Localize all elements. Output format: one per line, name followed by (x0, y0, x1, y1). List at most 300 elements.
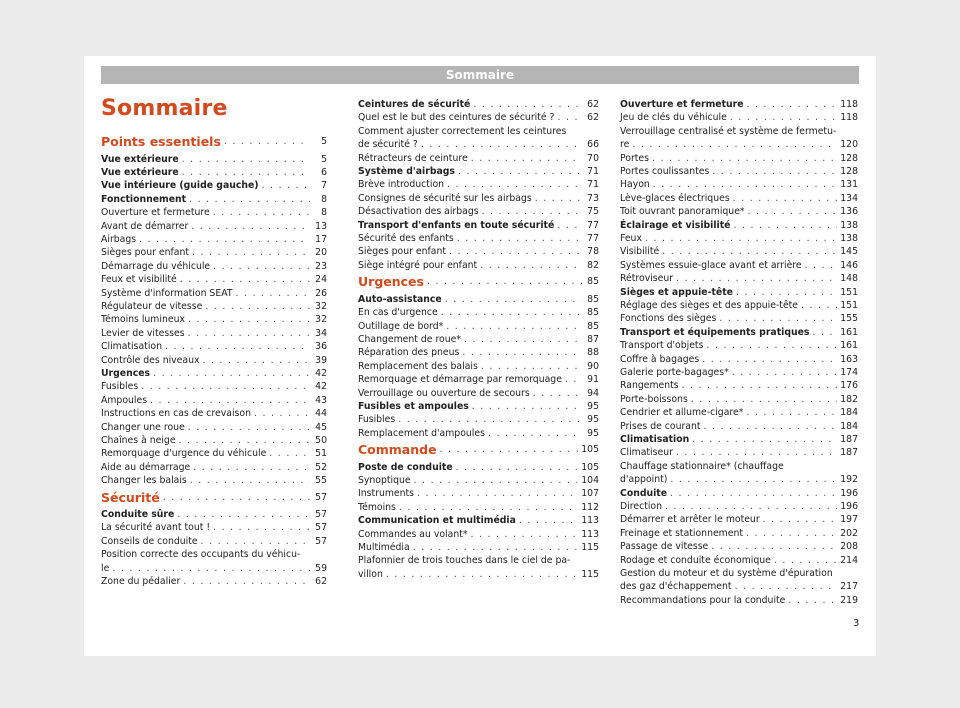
toc-entry[interactable] (101, 535, 327, 548)
toc-entry-title: Rétracteurs de ceinture (358, 152, 468, 164)
toc-entry[interactable] (101, 367, 327, 380)
toc-entry-title: Systèmes essuie-glace avant et arrière (620, 259, 802, 271)
toc-entry-page: 161 (840, 340, 858, 352)
toc-leader-dots (665, 500, 837, 513)
toc-entry[interactable] (620, 527, 858, 540)
toc-entry[interactable] (358, 259, 599, 272)
toc-entry-title: Prises de courant (620, 420, 701, 432)
toc-entry[interactable] (101, 461, 327, 474)
toc-entry-page: 107 (581, 488, 599, 500)
toc-entry-title: Communication et multimédia (358, 515, 516, 527)
toc-entry-title: Verrouillage ou ouverture de secours (358, 387, 530, 399)
toc-entry-title: villon (358, 568, 383, 580)
toc-leader-dots (682, 379, 838, 392)
toc-entry-page: 34 (315, 327, 327, 339)
toc-leader-dots (471, 528, 579, 541)
toc-entry[interactable] (358, 306, 599, 319)
toc-entry-page: 105 (581, 444, 599, 456)
toc-entry-title: Jeu de clés du véhicule (620, 112, 727, 124)
toc-entry[interactable] (620, 433, 858, 446)
toc-entry-page: 145 (840, 246, 858, 258)
toc-entry[interactable] (358, 568, 599, 581)
toc-entry-title: Cendrier et allume-cigare* (620, 407, 744, 419)
toc-entry[interactable] (620, 152, 858, 165)
toc-entry-page: 77 (587, 233, 599, 244)
toc-leader-dots (565, 373, 582, 386)
toc-leader-dots (706, 339, 837, 352)
toc-leader-dots (535, 192, 582, 205)
toc-entry[interactable] (620, 393, 858, 406)
toc-entry-page: 87 (587, 333, 599, 345)
toc-entry-page: 8 (321, 207, 327, 219)
toc-entry-page: 94 (587, 387, 599, 399)
toc-entry-page: 174 (840, 367, 858, 378)
toc-entry-page: 57 (315, 535, 327, 547)
toc-entry-title: Commande (358, 442, 437, 458)
toc-entry-page: 214 (840, 554, 858, 566)
toc-entry-page: 78 (587, 246, 599, 258)
toc-entry[interactable] (101, 313, 327, 326)
toc-entry-title: Toit ouvrant panoramique* (620, 206, 745, 218)
toc-entry-title: Désactivation des airbags (358, 206, 479, 218)
toc-entry[interactable] (620, 554, 858, 567)
toc-entry-title: Démarrage du véhicule (101, 260, 211, 272)
toc-leader-dots (139, 233, 310, 246)
toc-entry-title: Ouverture et fermeture (101, 207, 210, 219)
toc-entry-title: Remplacement d'ampoules (358, 427, 485, 439)
toc-entry[interactable] (620, 138, 858, 151)
toc-entry-title: Réglage des sièges et des appuie-tête (620, 300, 799, 311)
toc-entry-page: 161 (840, 326, 858, 338)
toc-entry[interactable] (620, 286, 858, 299)
toc-entry-title: Multimédia (358, 542, 410, 553)
toc-entry[interactable] (101, 340, 327, 353)
toc-entry-continued: Position correcte des occupants du véhicu- (101, 549, 301, 561)
toc-entry[interactable] (101, 327, 327, 340)
toc-entry[interactable] (620, 299, 858, 312)
toc-entry[interactable] (620, 339, 858, 352)
toc-section-heading[interactable] (358, 443, 599, 456)
toc-leader-dots (193, 461, 310, 474)
toc-entry[interactable] (620, 98, 858, 111)
toc-entry[interactable] (101, 246, 327, 259)
toc-entry-title: Avant de démarrer (101, 220, 189, 232)
toc-entry[interactable] (101, 273, 327, 286)
toc-entry-page: 70 (587, 152, 599, 164)
toc-entry-title: Brève introduction (358, 179, 445, 191)
toc-entry-page: 184 (840, 407, 858, 419)
toc-entry-page: 43 (315, 394, 327, 406)
toc-entry-page: 91 (587, 374, 599, 386)
toc-entry[interactable] (620, 540, 858, 553)
toc-entry-page: 55 (315, 475, 327, 487)
toc-entry-title: Rétroviseur (620, 273, 674, 285)
toc-entry-title: des gaz d'échappement (620, 581, 732, 593)
toc-entry-title: Changer les balais (101, 475, 187, 487)
toc-entry[interactable] (101, 380, 327, 393)
toc-entry-continued: Gestion du moteur et du système d'épuration (620, 568, 833, 579)
toc-entry-title: Hayon (620, 179, 650, 191)
toc-entry-page: 26 (315, 287, 327, 299)
toc-entry-page: 151 (840, 300, 858, 311)
toc-entry-title: Vue extérieure (101, 166, 179, 178)
toc-leader-dots (456, 461, 579, 474)
toc-entry-page: 6 (321, 166, 327, 178)
toc-entry-title: Levier de vitesses (101, 327, 185, 339)
toc-entry-title: Ouverture et fermeture (620, 99, 744, 110)
toc-entry[interactable] (358, 98, 599, 111)
toc-entry-title: Ceintures de sécurité (358, 99, 471, 110)
toc-entry-page: 85 (587, 307, 599, 319)
toc-leader-dots (488, 427, 582, 440)
toc-entry-page: 7 (321, 180, 327, 192)
toc-leader-dots (704, 420, 838, 433)
toc-leader-dots (676, 446, 837, 459)
toc-entry[interactable] (358, 165, 599, 178)
toc-leader-dots (165, 340, 310, 353)
toc-entry-title: Climatisation (620, 434, 690, 445)
toc-entry-page: 196 (840, 487, 858, 499)
toc-entry-title: Fusibles et ampoules (358, 400, 469, 412)
toc-entry-title: Commandes au volant* (358, 528, 468, 540)
toc-entry[interactable] (620, 272, 858, 285)
toc-entry-page: 77 (587, 219, 599, 231)
toc-leader-dots (141, 380, 310, 393)
toc-entry[interactable] (358, 373, 599, 386)
toc-leader-dots (733, 192, 838, 205)
toc-entry[interactable] (358, 333, 599, 346)
toc-entry-page: 105 (581, 461, 599, 473)
toc-entry[interactable] (101, 434, 327, 447)
toc-entry-title: Ampoules (101, 394, 148, 406)
toc-entry[interactable] (358, 400, 599, 413)
toc-entry[interactable] (101, 220, 327, 233)
toc-leader-dots (236, 287, 310, 300)
toc-entry[interactable] (101, 260, 327, 273)
toc-entry[interactable] (358, 387, 599, 400)
toc-leader-dots (188, 421, 310, 434)
toc-entry-title: Instruments (358, 488, 414, 500)
toc-entry[interactable] (358, 232, 599, 245)
toc-entry[interactable] (101, 521, 327, 534)
toc-entry-page: 88 (587, 347, 599, 359)
toc-entry-title: Sièges et appuie-tête (620, 286, 733, 298)
toc-leader-dots (558, 111, 583, 124)
toc-entry-page: 112 (581, 501, 599, 513)
toc-entry-page: 51 (315, 448, 327, 460)
toc-entry-page: 128 (840, 166, 858, 177)
toc-entry-page: 5 (321, 136, 327, 147)
toc-entry[interactable] (358, 474, 599, 487)
toc-entry-title: Réparation des pneus (358, 347, 460, 359)
toc-entry-title: Quel est le but des ceintures de sécurité ? (358, 112, 555, 124)
toc-entry-title: Remplacement des balais (358, 360, 478, 372)
toc-entry-title: Chaînes à neige (101, 434, 176, 446)
toc-entry-title: Système d'information SEAT (101, 287, 233, 299)
toc-leader-dots (473, 98, 582, 111)
toc-entry[interactable] (358, 245, 599, 258)
toc-entry-page: 32 (315, 300, 327, 312)
page-title: Sommaire (101, 96, 228, 121)
toc-leader-dots (205, 300, 310, 313)
toc-entry-title: Aide au démarrage (101, 461, 191, 473)
toc-entry-title: Remorquage d'urgence du véhicule (101, 448, 267, 460)
toc-entry-page: 85 (587, 276, 599, 288)
toc-entry[interactable] (358, 346, 599, 359)
toc-entry-page: 50 (315, 434, 327, 446)
toc-entry-page: 115 (581, 568, 599, 580)
toc-entry-title: Points essentiels (101, 134, 221, 149)
toc-leader-dots (472, 400, 582, 413)
toc-entry[interactable] (358, 541, 599, 554)
toc-entry-title: Poste de conduite (358, 461, 453, 473)
toc-leader-dots (652, 152, 837, 165)
toc-entry-page: 57 (315, 522, 327, 534)
toc-entry[interactable] (101, 153, 327, 166)
toc-entry[interactable] (358, 501, 599, 514)
toc-entry[interactable] (358, 111, 599, 124)
toc-entry-title: La sécurité avant tout ! (101, 522, 211, 534)
toc-leader-dots (413, 541, 579, 554)
toc-entry-page: 120 (840, 139, 858, 151)
toc-entry-title: Siège intégré pour enfant (358, 259, 478, 271)
toc-leader-dots (150, 394, 310, 407)
toc-entry-title: de sécurité ? (358, 139, 418, 151)
toc-entry[interactable] (101, 300, 327, 313)
toc-entry-page: 17 (315, 233, 327, 245)
toc-entry[interactable] (620, 487, 858, 500)
toc-entry[interactable] (101, 206, 327, 219)
toc-entry-page: 82 (587, 259, 599, 271)
toc-leader-dots (269, 447, 310, 460)
toc-leader-dots (464, 333, 582, 346)
toc-entry[interactable] (101, 166, 327, 179)
toc-entry-page: 57 (315, 491, 327, 503)
toc-entry-page: 104 (581, 475, 599, 486)
toc-entry-page: 176 (840, 380, 858, 392)
toc-entry[interactable] (358, 514, 599, 527)
toc-entry-page: 113 (581, 528, 599, 540)
toc-entry[interactable] (620, 366, 858, 379)
toc-entry[interactable] (620, 473, 858, 486)
toc-leader-dots (399, 501, 578, 514)
toc-leader-dots (730, 111, 837, 124)
toc-entry-page: 36 (315, 341, 327, 353)
toc-entry-title: Témoins lumineux (101, 314, 185, 326)
toc-entry-page: 52 (315, 461, 327, 473)
toc-entry-title: Recommandations pour la conduite (620, 594, 786, 606)
toc-entry-title: Sécurité des enfants (358, 233, 454, 244)
toc-entry[interactable] (358, 320, 599, 333)
toc-entry-page: 85 (587, 293, 599, 305)
toc-entry-page: 95 (587, 427, 599, 439)
toc-entry-title: Feux et visibilité (101, 274, 177, 286)
toc-section-heading[interactable] (101, 491, 327, 504)
toc-entry-page: 219 (840, 594, 858, 606)
toc-leader-dots (262, 179, 310, 192)
toc-leader-dots (192, 246, 310, 259)
toc-entry[interactable] (101, 575, 327, 588)
toc-leader-dots (163, 491, 310, 504)
toc-entry[interactable] (620, 259, 858, 272)
toc-entry-title: Fusibles (101, 381, 139, 393)
toc-entry[interactable] (358, 461, 599, 474)
toc-entry[interactable] (358, 360, 599, 373)
toc-entry-title: Passage de vitesse (620, 541, 709, 553)
toc-entry-title: d'appoint) (620, 474, 668, 486)
toc-entry-title: Urgences (101, 367, 151, 379)
toc-entry[interactable] (101, 287, 327, 300)
toc-leader-dots (213, 206, 310, 219)
toc-leader-dots (190, 474, 310, 487)
toc-entry-page: 155 (840, 313, 858, 325)
toc-leader-dots (398, 413, 582, 426)
toc-entry[interactable] (620, 245, 858, 258)
toc-leader-dots (735, 580, 838, 593)
toc-entry-title: Feux (620, 233, 642, 244)
toc-entry-page: 148 (840, 273, 858, 285)
toc-entry-title: Rangements (620, 380, 679, 392)
toc-entry-continued: Chauffage stationnaire* (chauffage (620, 460, 784, 472)
toc-entry[interactable] (101, 394, 327, 407)
toc-entry[interactable] (620, 165, 858, 178)
toc-entry[interactable] (358, 528, 599, 541)
toc-entry[interactable] (358, 152, 599, 165)
toc-entry-title: Conduite (620, 487, 668, 499)
toc-leader-dots (711, 540, 837, 553)
toc-leader-dots (805, 259, 838, 272)
toc-entry-page: 32 (315, 314, 327, 326)
toc-entry[interactable] (358, 219, 599, 232)
toc-entry[interactable] (620, 406, 858, 419)
toc-entry[interactable] (358, 293, 599, 306)
toc-entry-page: 146 (840, 259, 858, 271)
toc-section-heading[interactable] (358, 275, 599, 288)
toc-entry[interactable] (620, 594, 858, 607)
toc-entry[interactable] (620, 353, 858, 366)
toc-entry-page: 187 (840, 434, 858, 445)
toc-entry[interactable] (358, 178, 599, 191)
toc-entry[interactable] (101, 474, 327, 487)
toc-leader-dots (213, 260, 310, 273)
toc-entry[interactable] (620, 513, 858, 526)
toc-entry-title: Auto-assistance (358, 293, 442, 305)
toc-leader-dots (670, 487, 837, 500)
toc-entry-page: 196 (840, 501, 858, 512)
toc-leader-dots (747, 98, 838, 111)
toc-entry[interactable] (101, 421, 327, 434)
toc-leader-dots (441, 306, 582, 319)
toc-entry-page: 95 (587, 414, 599, 426)
toc-entry-title: Contrôle des niveaux (101, 354, 200, 366)
toc-entry[interactable] (101, 354, 327, 367)
toc-entry[interactable] (358, 427, 599, 440)
toc-entry[interactable] (620, 192, 858, 205)
toc-entry[interactable] (101, 447, 327, 460)
toc-leader-dots (533, 387, 582, 400)
toc-entry-page: 42 (315, 367, 327, 379)
toc-entry[interactable] (101, 179, 327, 192)
toc-entry-title: Outillage de bord* (358, 320, 444, 332)
toc-leader-dots (557, 219, 582, 232)
toc-entry[interactable] (101, 407, 327, 420)
toc-entry[interactable] (101, 508, 327, 521)
toc-entry-page: 57 (315, 509, 327, 520)
toc-leader-dots (449, 245, 582, 258)
toc-entry-continued: Plafonnier de trois touches dans le ciel de pa- (358, 555, 571, 567)
toc-entry[interactable] (358, 205, 599, 218)
toc-entry-title: Urgences (358, 274, 424, 290)
toc-leader-dots (702, 353, 837, 366)
toc-entry[interactable] (620, 580, 858, 593)
toc-entry-page: 75 (587, 206, 599, 218)
toc-entry-page: 184 (840, 420, 858, 432)
toc-entry-title: Rodage et conduite économique (620, 554, 771, 566)
toc-leader-dots (421, 138, 582, 151)
toc-entry-title: Éclairage et visibilité (620, 219, 731, 231)
toc-entry[interactable] (620, 326, 858, 339)
toc-leader-dots (691, 393, 837, 406)
toc-leader-dots (774, 554, 837, 567)
toc-leader-dots (188, 313, 310, 326)
toc-entry[interactable] (358, 192, 599, 205)
toc-entry[interactable] (620, 420, 858, 433)
toc-leader-dots (519, 514, 578, 527)
toc-leader-dots (763, 513, 838, 526)
toc-leader-dots (188, 327, 310, 340)
toc-leader-dots (179, 434, 310, 447)
toc-entry[interactable] (620, 379, 858, 392)
toc-leader-dots (748, 205, 838, 218)
toc-entry-page: 113 (581, 515, 599, 527)
toc-entry[interactable] (620, 312, 858, 325)
toc-entry[interactable] (620, 111, 858, 124)
toc-entry[interactable] (620, 232, 858, 245)
toc-leader-dots (801, 299, 837, 312)
toc-leader-dots (736, 286, 837, 299)
toc-entry-page: 44 (315, 408, 327, 420)
toc-entry[interactable] (620, 500, 858, 513)
toc-entry[interactable] (358, 413, 599, 426)
page-number: 3 (853, 618, 860, 629)
toc-entry-continued: Comment ajuster correctement les ceintures (358, 125, 567, 137)
toc-entry-page: 66 (587, 139, 599, 151)
toc-leader-dots (177, 508, 310, 521)
toc-entry-page: 62 (315, 576, 327, 587)
toc-section-heading[interactable] (101, 135, 327, 148)
toc-entry[interactable] (101, 193, 327, 206)
toc-entry-title: Airbags (101, 233, 137, 245)
toc-entry-page: 187 (840, 447, 858, 459)
toc-leader-dots (203, 354, 311, 367)
toc-entry[interactable] (620, 446, 858, 459)
toc-leader-dots (712, 165, 837, 178)
toc-entry[interactable] (620, 205, 858, 218)
toc-entry-title: En cas d'urgence (358, 307, 438, 319)
toc-entry[interactable] (620, 219, 858, 232)
toc-entry-title: Sièges pour enfant (358, 246, 447, 258)
toc-entry-page: 217 (840, 581, 858, 593)
toc-entry[interactable] (101, 233, 327, 246)
toc-entry-title: Coffre à bagages (620, 353, 700, 365)
toc-entry[interactable] (101, 562, 327, 575)
toc-entry[interactable] (358, 487, 599, 500)
toc-leader-dots (417, 487, 578, 500)
toc-entry-title: Fonctionnement (101, 193, 187, 205)
toc-entry-title: Zone du pédalier (101, 576, 181, 587)
toc-entry[interactable] (620, 178, 858, 191)
toc-entry[interactable] (358, 138, 599, 151)
